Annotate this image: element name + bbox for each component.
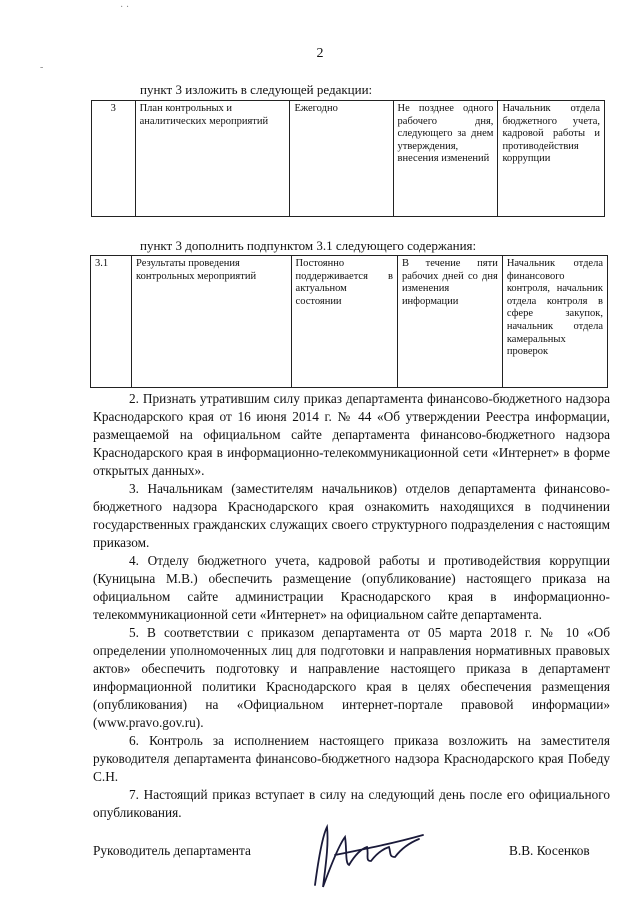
page-number: 2: [316, 46, 324, 61]
table-row-3-1: [90, 255, 608, 388]
cell-number: 3: [92, 101, 136, 217]
paragraph-3: 3. Начальникам (заместителям начальников) отделов департамента финансово-бюджетного надзора Краснодарского края ознакомить находящихся в подчинении государственных гражданских служащих своего структурного подразделения с настоящим приказом.: [93, 481, 610, 550]
table-row: [92, 101, 605, 217]
cell-name: План контрольных и аналитических мероприятий: [135, 101, 290, 217]
table-row-3: [91, 100, 605, 217]
document-body: [93, 390, 610, 822]
paragraph-4: 4. Отделу бюджетного учета, кадровой работы и противодействия коррупции (Куницына М.В.) обеспечить размещение (опубликование) настоящего приказа на официальном сайте администрации Краснодарского края в информационно-телекоммуникационной сети «Интернет» на официальном сайте департамента.: [93, 553, 610, 622]
paragraph-7: 7. Настоящий приказ вступает в силу на следующий день после его официального опубликования.: [93, 787, 610, 820]
cell-number: 3.1: [91, 256, 132, 388]
signer-name: В.В. Косенков: [509, 843, 590, 858]
cell-name: Результаты проведения контрольных мероприятий: [132, 256, 292, 388]
paragraph-6: 6. Контроль за исполнением настоящего приказа возложить на заместителя руководителя департамента финансово-бюджетного надзора Краснодарского края Победу С.Н.: [93, 733, 610, 784]
paragraph-5: 5. В соответствии с приказом департамента от 05 марта 2018 г. № 10 «Об определении уполномоченных лиц для подготовки и направления нормативных правовых актов» обеспечить подготовку и направление настоящего приказа в департамент информационной политики Краснодарского края в целях обеспечения размещения (опубликования) на «Официальном интернет-портале правовой информации» (www.pravo.gov.ru).: [93, 625, 610, 730]
scan-speck: · ·: [120, 2, 130, 13]
paragraph-2: 2. Признать утратившим силу приказ департамента финансово-бюджетного надзора Краснодарского края от 16 июня 2014 г. № 44 «Об утверждении Реестра информации, размещаемой на официальном сайте департамента финансово-бюджетного надзора Краснодарского края в информационно-телекоммуникационной сети «Интернет» в форме открытых данных».: [93, 391, 610, 478]
cell-responsible: Начальник отдела бюджетного учета, кадровой работы и противодействия коррупции: [498, 101, 605, 217]
cell-period: Постоянно поддерживается в актуальном состоянии: [291, 256, 397, 388]
table-row: [91, 256, 608, 388]
scan-speck: -: [40, 62, 44, 73]
signer-position: Руководитель департамента: [93, 843, 251, 858]
handwritten-signature: [305, 815, 435, 895]
cell-deadline: Не позднее одного рабочего дня, следующего за днем утверждения, внесения изменений: [393, 101, 498, 217]
cell-period: Ежегодно: [290, 101, 393, 217]
section1-lead: пункт 3 изложить в следующей редакции:: [140, 82, 373, 97]
section2-lead: пункт 3 дополнить подпунктом 3.1 следующего содержания:: [140, 238, 477, 253]
cell-responsible: Начальник отдела финансового контроля, начальник отдела контроля в сфере закупок, начальник отдела камеральных проверок: [502, 256, 607, 388]
cell-deadline: В течение пяти рабочих дней со дня изменения информации: [397, 256, 502, 388]
